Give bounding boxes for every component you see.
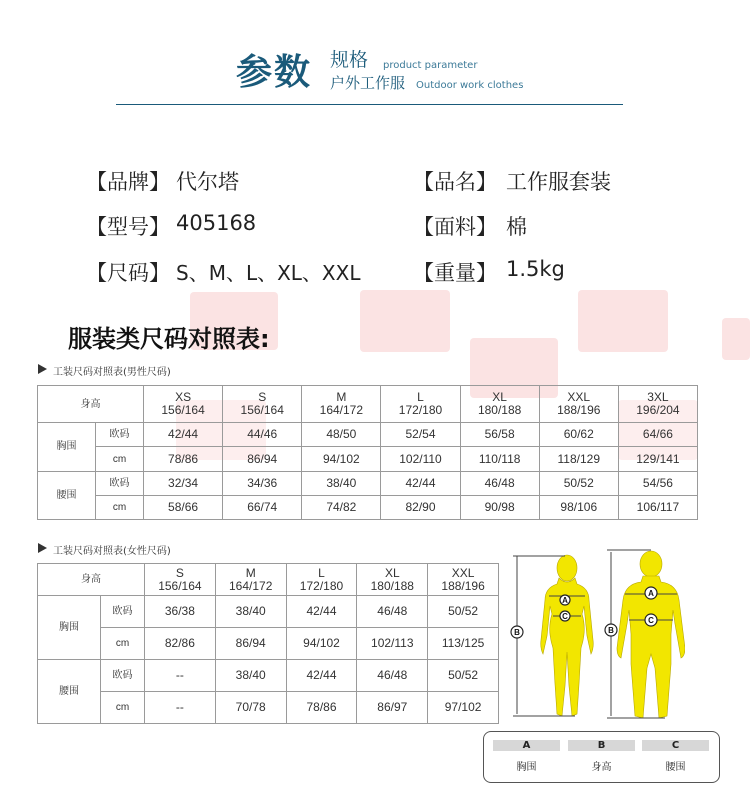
table-cell: 86/94 <box>223 447 302 471</box>
header-subtitle-en: product parameter <box>383 60 478 71</box>
table-cell: 46/48 <box>460 471 539 495</box>
weight-value: 1.5kg <box>506 257 565 281</box>
table-cell: 110/118 <box>460 447 539 471</box>
table-cell: -- <box>145 692 216 724</box>
brand-value: 代尔塔 <box>176 170 239 194</box>
female-size-col: L 172/180 <box>286 564 357 596</box>
marker-c-label: C <box>648 616 654 625</box>
male-waist-label: 腰围 <box>38 471 96 519</box>
table-row <box>38 596 499 628</box>
header-title: 参数 <box>236 52 313 93</box>
table-row <box>38 692 499 724</box>
table-cell: 102/110 <box>381 447 460 471</box>
table-cell: 74/82 <box>302 495 381 519</box>
model-label: 【型号】 <box>86 215 170 239</box>
male-size-table <box>37 385 698 520</box>
table-cell: 118/129 <box>539 447 618 471</box>
male-size-col: XL 180/188 <box>460 386 539 423</box>
female-size-col: XL 180/188 <box>357 564 428 596</box>
male-figure <box>617 551 685 718</box>
female-header-row <box>38 564 499 596</box>
male-size-col: XS 156/164 <box>144 386 223 423</box>
table-cell: 60/62 <box>539 423 618 447</box>
unit-label: cm <box>96 447 144 471</box>
marker-b-label: B <box>608 626 614 635</box>
male-chest-label: 胸围 <box>38 423 96 471</box>
marker-a-label: A <box>648 589 654 598</box>
fabric-value: 棉 <box>506 215 527 239</box>
unit-label: 欧码 <box>101 596 145 628</box>
table-cell: 97/102 <box>428 692 499 724</box>
unit-label: 欧码 <box>96 471 144 495</box>
legend-label: 身高 <box>591 762 612 773</box>
table-cell: 86/94 <box>215 628 286 660</box>
decor-block <box>360 290 450 352</box>
size-label: 【尺码】 <box>86 261 170 285</box>
table-cell: 94/102 <box>302 447 381 471</box>
table-cell: 32/34 <box>144 471 223 495</box>
table-row <box>38 660 499 692</box>
table-cell: 86/97 <box>357 692 428 724</box>
table-cell: 50/52 <box>539 471 618 495</box>
table-cell: 78/86 <box>286 692 357 724</box>
table-cell: 34/36 <box>223 471 302 495</box>
table-cell: 38/40 <box>215 660 286 692</box>
table-cell: 50/52 <box>428 596 499 628</box>
header-product-type: 户外工作服 <box>330 74 406 92</box>
female-size-col: XXL 188/196 <box>428 564 499 596</box>
table-cell: 42/44 <box>286 660 357 692</box>
table-cell: 66/74 <box>223 495 302 519</box>
weight-label: 【重量】 <box>413 261 497 285</box>
female-size-col: S 156/164 <box>145 564 216 596</box>
female-table-title: 工装尺码对照表(女性尺码) <box>53 546 171 557</box>
female-chest-label: 胸围 <box>38 596 101 660</box>
table-cell: 58/66 <box>144 495 223 519</box>
size-chart-heading: 服装类尺码对照表: <box>68 325 270 353</box>
table-cell: 50/52 <box>428 660 499 692</box>
table-row <box>38 495 698 519</box>
male-header-row <box>38 386 698 423</box>
table-row <box>38 447 698 471</box>
female-size-table <box>37 563 499 724</box>
male-size-col: M 164/172 <box>302 386 381 423</box>
legend-label: 胸围 <box>516 762 537 773</box>
table-cell: 102/113 <box>357 628 428 660</box>
legend-key: B <box>568 740 635 751</box>
male-size-col: XXL 188/196 <box>539 386 618 423</box>
size-value: S、M、L、XL、XXL <box>176 261 361 285</box>
triangle-bullet-icon <box>38 364 47 374</box>
header-product-type-en: Outdoor work clothes <box>416 80 524 91</box>
table-cell: 44/46 <box>223 423 302 447</box>
table-cell: 94/102 <box>286 628 357 660</box>
table-cell: 46/48 <box>357 660 428 692</box>
female-waist-label: 腰围 <box>38 660 101 724</box>
table-cell: 90/98 <box>460 495 539 519</box>
decor-block <box>578 290 668 352</box>
table-cell: 82/86 <box>145 628 216 660</box>
table-row <box>38 628 499 660</box>
brand-label: 【品牌】 <box>86 170 170 194</box>
table-cell: 56/58 <box>460 423 539 447</box>
marker-a-label: A <box>562 596 568 605</box>
triangle-bullet-icon <box>38 543 47 553</box>
body-measurement-illustration <box>505 544 685 724</box>
table-row <box>38 423 698 447</box>
header-divider <box>116 104 623 105</box>
table-cell: 52/54 <box>381 423 460 447</box>
unit-label: 欧码 <box>101 660 145 692</box>
table-cell: 36/38 <box>145 596 216 628</box>
table-cell: 42/44 <box>286 596 357 628</box>
marker-c-label: C <box>562 612 568 621</box>
table-cell: 42/44 <box>144 423 223 447</box>
male-table-title: 工装尺码对照表(男性尺码) <box>53 367 171 378</box>
table-cell: 106/117 <box>618 495 697 519</box>
name-label: 【品名】 <box>413 170 497 194</box>
unit-label: cm <box>101 692 145 724</box>
legend-key: A <box>493 740 560 751</box>
table-cell: 38/40 <box>302 471 381 495</box>
female-size-col: M 164/172 <box>215 564 286 596</box>
table-row <box>38 471 698 495</box>
table-cell: 42/44 <box>381 471 460 495</box>
male-size-col: 3XL 196/204 <box>618 386 697 423</box>
measurement-legend <box>483 731 720 783</box>
legend-label: 腰围 <box>665 762 686 773</box>
table-cell: 82/90 <box>381 495 460 519</box>
table-cell: 113/125 <box>428 628 499 660</box>
table-cell: 64/66 <box>618 423 697 447</box>
female-height-label: 身高 <box>38 564 145 596</box>
model-value: 405168 <box>176 211 257 235</box>
unit-label: cm <box>101 628 145 660</box>
table-cell: -- <box>145 660 216 692</box>
unit-label: 欧码 <box>96 423 144 447</box>
male-size-col: L 172/180 <box>381 386 460 423</box>
male-size-col: S 156/164 <box>223 386 302 423</box>
table-cell: 78/86 <box>144 447 223 471</box>
name-value: 工作服套装 <box>506 170 611 194</box>
fabric-label: 【面料】 <box>413 215 497 239</box>
unit-label: cm <box>96 495 144 519</box>
decor-block <box>722 318 750 360</box>
table-cell: 129/141 <box>618 447 697 471</box>
table-cell: 38/40 <box>215 596 286 628</box>
table-cell: 48/50 <box>302 423 381 447</box>
male-height-label: 身高 <box>38 386 144 423</box>
marker-b-label: B <box>514 628 520 637</box>
table-cell: 54/56 <box>618 471 697 495</box>
table-cell: 46/48 <box>357 596 428 628</box>
table-cell: 98/106 <box>539 495 618 519</box>
table-cell: 70/78 <box>215 692 286 724</box>
female-figure <box>541 555 594 716</box>
header-subtitle: 规格 <box>330 49 369 71</box>
legend-key: C <box>642 740 709 751</box>
